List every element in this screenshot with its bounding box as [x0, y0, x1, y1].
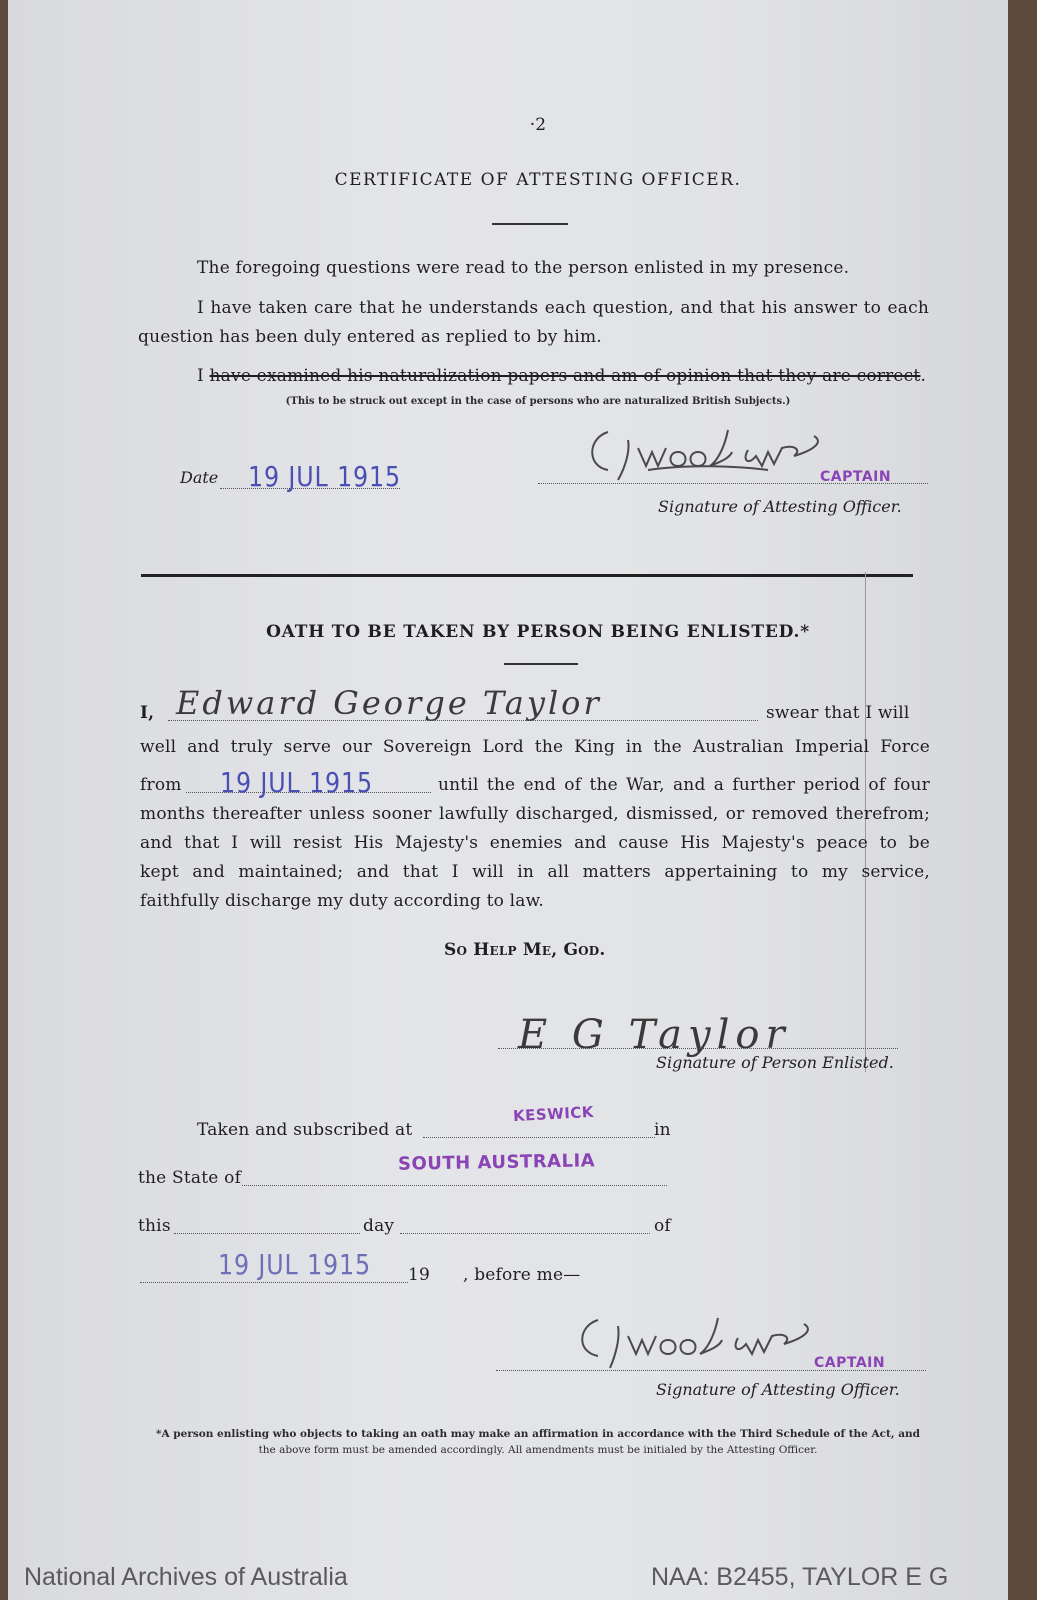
officer-signature-1 — [578, 420, 848, 488]
state-line — [242, 1185, 667, 1186]
heading-rule — [492, 223, 568, 225]
place-line — [423, 1137, 655, 1138]
oath-line-3-tail: until the end of the War, and a further period of four — [438, 775, 930, 795]
date-line-2 — [140, 1282, 408, 1283]
in-label: in — [654, 1120, 671, 1140]
oath-line-1-tail: swear that I will — [766, 703, 910, 723]
oath-line-6: kept and maintained; and that I will in all matters appertaining to my service, — [140, 862, 930, 882]
enlistee-name-handwritten: Edward George Taylor — [176, 684, 602, 722]
oath-prefix: I, — [140, 703, 155, 723]
oath-line-5: and that I will resist His Majesty's enemies and cause His Majesty's peace to be — [140, 833, 930, 853]
enlistee-signature: E G Taylor — [518, 1012, 791, 1058]
officer-signature-2 — [568, 1310, 838, 1376]
oath-line-4: months thereafter unless sooner lawfully discharged, dismissed, or removed therefrom; — [140, 804, 930, 824]
state-stamp: SOUTH AUSTRALIA — [397, 1150, 596, 1175]
taken-subscribed-label: Taken and subscribed at — [197, 1120, 413, 1140]
enlistee-signature-caption: Signature of Person Enlisted. — [656, 1053, 894, 1072]
section-divider — [141, 574, 913, 577]
footnote-line-2: the above form must be amended accordingly. All amendments must be initialed by the Attesting Officer. — [258, 1444, 818, 1456]
oath-line-7: faithfully discharge my duty according to law. — [140, 891, 544, 911]
from-label: from — [140, 775, 182, 795]
this-line — [174, 1233, 360, 1234]
year-label: 19 — [408, 1265, 431, 1285]
officer-signature-caption-2: Signature of Attesting Officer. — [656, 1380, 900, 1399]
date-label: Date — [180, 468, 219, 487]
enlistee-signature-line — [498, 1048, 898, 1049]
subscribed-date-stamp: 19 JUL 1915 — [218, 1248, 372, 1281]
captain-stamp-1: CAPTAIN — [820, 469, 892, 485]
day-label: day — [363, 1216, 395, 1236]
oath-closing: So Help Me, God. — [444, 940, 606, 960]
footnote-line-1: *A person enlisting who objects to taking an oath may make an affirmation in accordance with the Third Schedule of the Act, and — [156, 1428, 920, 1440]
naturalization-note: (This to be struck out except in the case of persons who are naturalized British Subjects.) — [285, 396, 791, 407]
cert-paragraph-2-line-1: I have taken care that he understands each question, and that his answer to each — [197, 298, 929, 318]
cert-paragraph-3 — [197, 366, 926, 386]
struck-naturalization-text: have examined his naturalization papers and am of opinion that they are correct — [209, 366, 921, 386]
oath-heading-rule — [504, 663, 578, 665]
archive-name: National Archives of Australia — [24, 1563, 348, 1591]
state-label: the State of — [138, 1168, 242, 1188]
cert-paragraph-1: The foregoing questions were read to the person enlisted in my presence. — [197, 258, 850, 278]
date-stamp: 19 JUL 1915 — [248, 460, 402, 493]
page-number: ·2 — [529, 115, 547, 135]
document-page — [8, 0, 1008, 1600]
place-stamp: KESWICK — [512, 1102, 595, 1126]
this-label: this — [138, 1216, 171, 1236]
from-date-stamp: 19 JUL 1915 — [220, 766, 374, 799]
oath-heading: OATH TO BE TAKEN BY PERSON BEING ENLISTED.* — [266, 622, 810, 642]
day-line — [400, 1233, 650, 1234]
archive-reference: NAA: B2455, TAYLOR E G — [651, 1563, 949, 1591]
officer-signature-caption-1: Signature of Attesting Officer. — [658, 497, 902, 516]
cert-paragraph-3-suffix: . — [920, 366, 927, 386]
name-line — [168, 720, 758, 721]
cert-paragraph-3-prefix: I — [197, 366, 210, 386]
archive-footer — [0, 1558, 1037, 1600]
captain-stamp-2: CAPTAIN — [814, 1355, 886, 1371]
certificate-heading: CERTIFICATE OF ATTESTING OFFICER. — [334, 170, 742, 190]
before-me-label: , before me— — [463, 1265, 581, 1285]
of-label: of — [654, 1216, 671, 1236]
oath-line-2: well and truly serve our Sovereign Lord the King in the Australian Imperial Force — [140, 737, 930, 757]
cert-paragraph-2-line-2: question has been duly entered as replied to by him. — [138, 327, 602, 347]
